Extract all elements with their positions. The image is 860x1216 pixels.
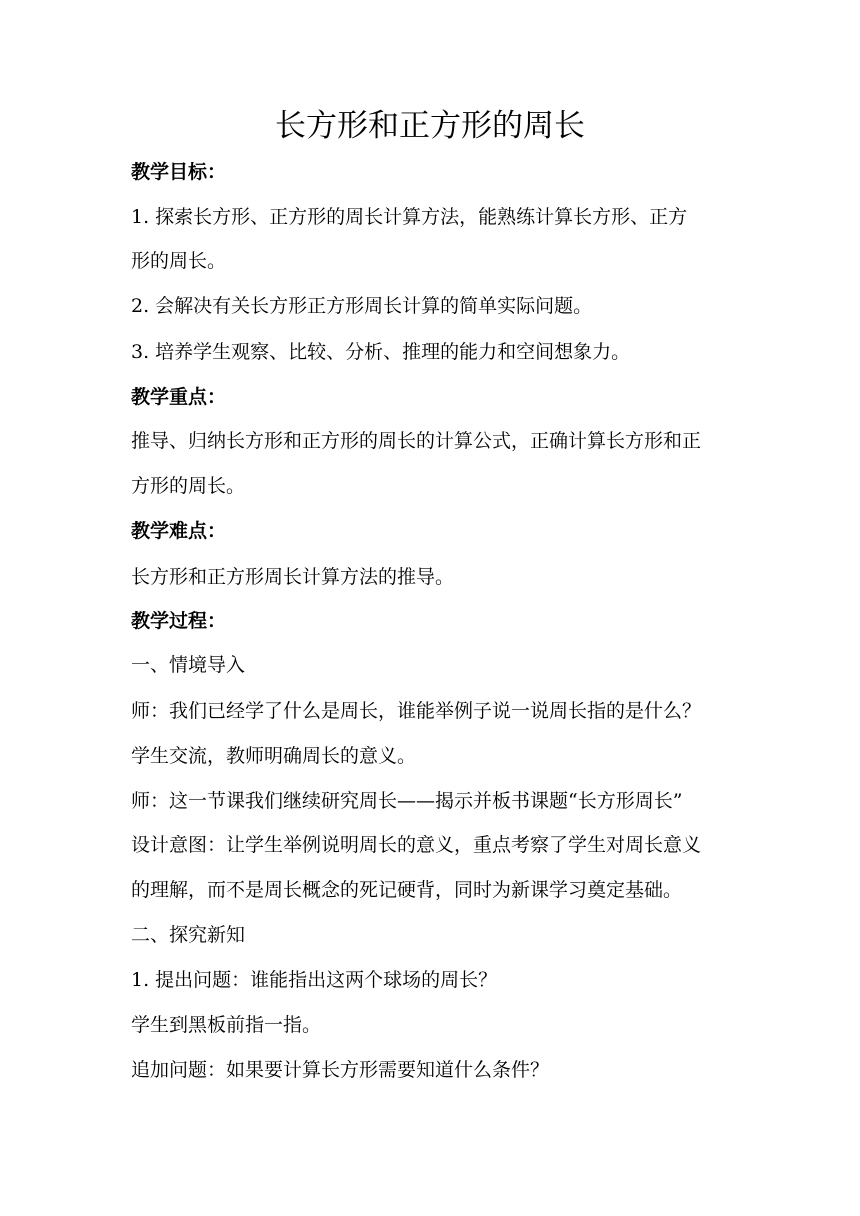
section-2-paragraph-1: 1. 提出问题：谁能指出这两个球场的周长？ — [131, 969, 498, 991]
objective-3: 3. 培养学生观察、比较、分析、推理的能力和空间想象力。 — [131, 341, 631, 363]
section-2-paragraph-2: 学生到黑板前指一指。 — [131, 1014, 322, 1036]
objective-1-line-1: 1. 探索长方形、正方形的周长计算方法，能熟练计算长方形、正方 — [131, 206, 688, 228]
section-2-paragraph-3: 追加问题：如果要计算长方形需要知道什么条件？ — [131, 1059, 550, 1081]
objective-2: 2. 会解决有关长方形正方形周长计算的简单实际问题。 — [131, 295, 593, 317]
key-points-line-1: 推导、归纳长方形和正方形的周长的计算公式，正确计算长方形和正 — [131, 430, 702, 452]
process-heading: 教学过程： — [131, 610, 227, 632]
difficulty-heading: 教学难点： — [131, 520, 227, 542]
section-1-paragraph-4-line-1: 设计意图：让学生举例说明周长的意义，重点考察了学生对周长意义 — [131, 834, 702, 856]
objective-1-line-2: 形的周长。 — [131, 250, 227, 272]
section-1-heading: 一、情境导入 — [131, 654, 246, 676]
difficulty-text: 长方形和正方形周长计算方法的推导。 — [131, 566, 455, 588]
key-points-line-2: 方形的周长。 — [131, 475, 246, 497]
section-1-paragraph-2: 学生交流，教师明确周长的意义。 — [131, 745, 417, 767]
objectives-heading: 教学目标： — [131, 161, 227, 183]
key-points-heading: 教学重点： — [131, 386, 227, 408]
section-2-heading: 二、探究新知 — [131, 924, 246, 946]
section-1-paragraph-3: 师：这一节课我们继续研究周长——揭示并板书课题“长方形周长” — [131, 790, 683, 812]
section-1-paragraph-4-line-2: 的理解，而不是周长概念的死记硬背，同时为新课学习奠定基础。 — [131, 879, 683, 901]
section-1-paragraph-1: 师：我们已经学了什么是周长，谁能举例子说一说周长指的是什么？ — [131, 700, 702, 722]
document-title: 长方形和正方形的周长 — [275, 108, 585, 144]
